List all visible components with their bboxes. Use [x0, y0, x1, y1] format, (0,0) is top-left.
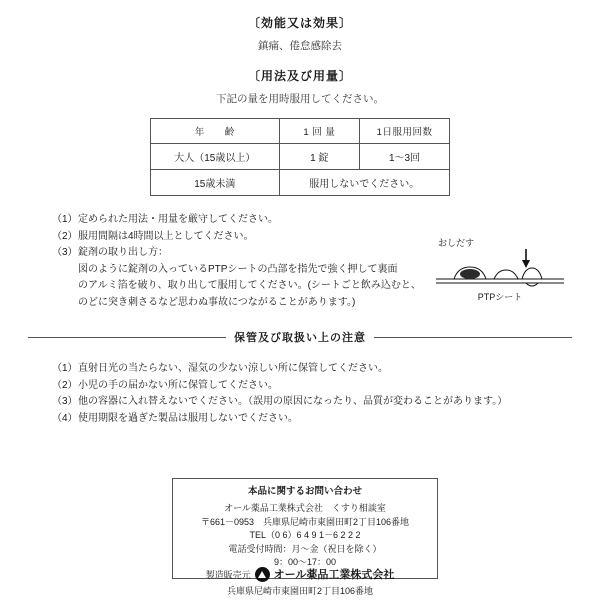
efficacy-section-title: 〔効能又は効果〕: [247, 16, 352, 30]
note-detail-line: のどに突き刺さるなど思わぬ事故につながることがあります。): [78, 296, 356, 308]
maker-address: 兵庫県尼崎市東園田町2丁目106番地: [226, 586, 374, 596]
table-header-row: [151, 119, 450, 144]
note-number: （3）: [52, 247, 78, 258]
cell-child-note: 服用しないでください。: [279, 170, 449, 196]
inquiry-box: [172, 478, 438, 579]
note-number: （4）: [52, 412, 78, 424]
list-item: [52, 394, 572, 411]
cell-child-age: 15歳未満: [151, 170, 280, 196]
table-header-times: 1日服用回数: [360, 119, 450, 144]
note-number: （3）: [52, 396, 78, 407]
maker-prefix: 製造販売元: [205, 569, 251, 580]
list-item: [52, 212, 572, 229]
storage-notes-list: [28, 361, 572, 427]
note-text: 小児の手の届かない所に保管してください。: [78, 379, 278, 391]
maker-name-line: [0, 566, 600, 582]
ptp-diagram-icon: [430, 249, 570, 289]
maker-footer: [0, 566, 600, 597]
ptp-caption: PTPシート: [477, 292, 523, 302]
note-text: 服用間隔は4時間以上としてください。: [78, 230, 254, 242]
note-text: 使用期限を過ぎた製品は服用しないでください。: [78, 412, 298, 424]
inquiry-line-address: 〒661－0953 兵庫県尼崎市東園田町2丁目106番地: [200, 516, 410, 527]
list-item: [52, 361, 572, 378]
table-header-amount: 1 回 量: [279, 119, 360, 144]
table-row: [151, 170, 450, 196]
note-text: 他の容器に入れ替えないでください。（誤用の原因になったり、品質が変わることがあります。）: [78, 396, 508, 407]
inquiry-line-hours-time: 9：00～17：00: [273, 557, 337, 568]
list-item: [52, 411, 572, 428]
cell-adult-age: 大人（15歳以上）: [151, 144, 280, 170]
header-rule-right: [374, 337, 572, 338]
note-detail-line: 図のように錠剤の入っているPTPシートの凸部を指先で強く押して裏面: [78, 263, 398, 275]
note-detail-line: のアルミ箔を破り、取り出して服用してください。(シートごと飲み込むと、: [78, 280, 421, 291]
inquiry-line-company: オール薬品工業株式会社 くすり相談室: [224, 503, 386, 514]
efficacy-body-text: 鎮痛、倦怠感除去: [258, 40, 342, 52]
storage-section-header: [28, 329, 572, 345]
note-number: （1）: [52, 363, 78, 374]
dosage-table: [150, 118, 450, 196]
note-number: （1）: [52, 214, 78, 225]
cell-adult-amount: 1 錠: [279, 144, 360, 170]
header-rule-left: [28, 337, 226, 338]
ptp-push-label: おしだす: [438, 238, 475, 248]
note-text: 定められた用法・用量を厳守してください。: [78, 214, 278, 225]
inquiry-line-hours-label: 電話受付時間：月～金（祝日を除く）: [228, 543, 382, 554]
cell-adult-times: 1～3回: [360, 144, 450, 170]
table-header-age: 年 齢: [151, 119, 280, 144]
note-number: （2）: [52, 230, 78, 242]
storage-section-title: 保管及び取扱い上の注意: [234, 332, 366, 344]
inquiry-line-tel: TEL（0 6）6 4 9 1－6 2 2 2: [249, 530, 361, 541]
inquiry-title: 本品に関するお問い合わせ: [247, 486, 362, 497]
ptp-illustration: [430, 236, 570, 303]
maker-company-name: オール薬品工業株式会社: [273, 569, 395, 581]
dosage-section-title: 〔用法及び用量〕: [247, 69, 352, 83]
dosage-lead-text: 下記の量を用時服用してください。: [216, 93, 384, 105]
company-logo-icon: [255, 567, 270, 582]
note-text: 錠剤の取り出し方：: [78, 247, 168, 258]
table-row: [151, 144, 450, 170]
note-number: （2）: [52, 379, 78, 391]
list-item: [52, 378, 572, 395]
note-text: 直射日光の当たらない、湿気の少ない涼しい所に保管してください。: [78, 363, 388, 374]
